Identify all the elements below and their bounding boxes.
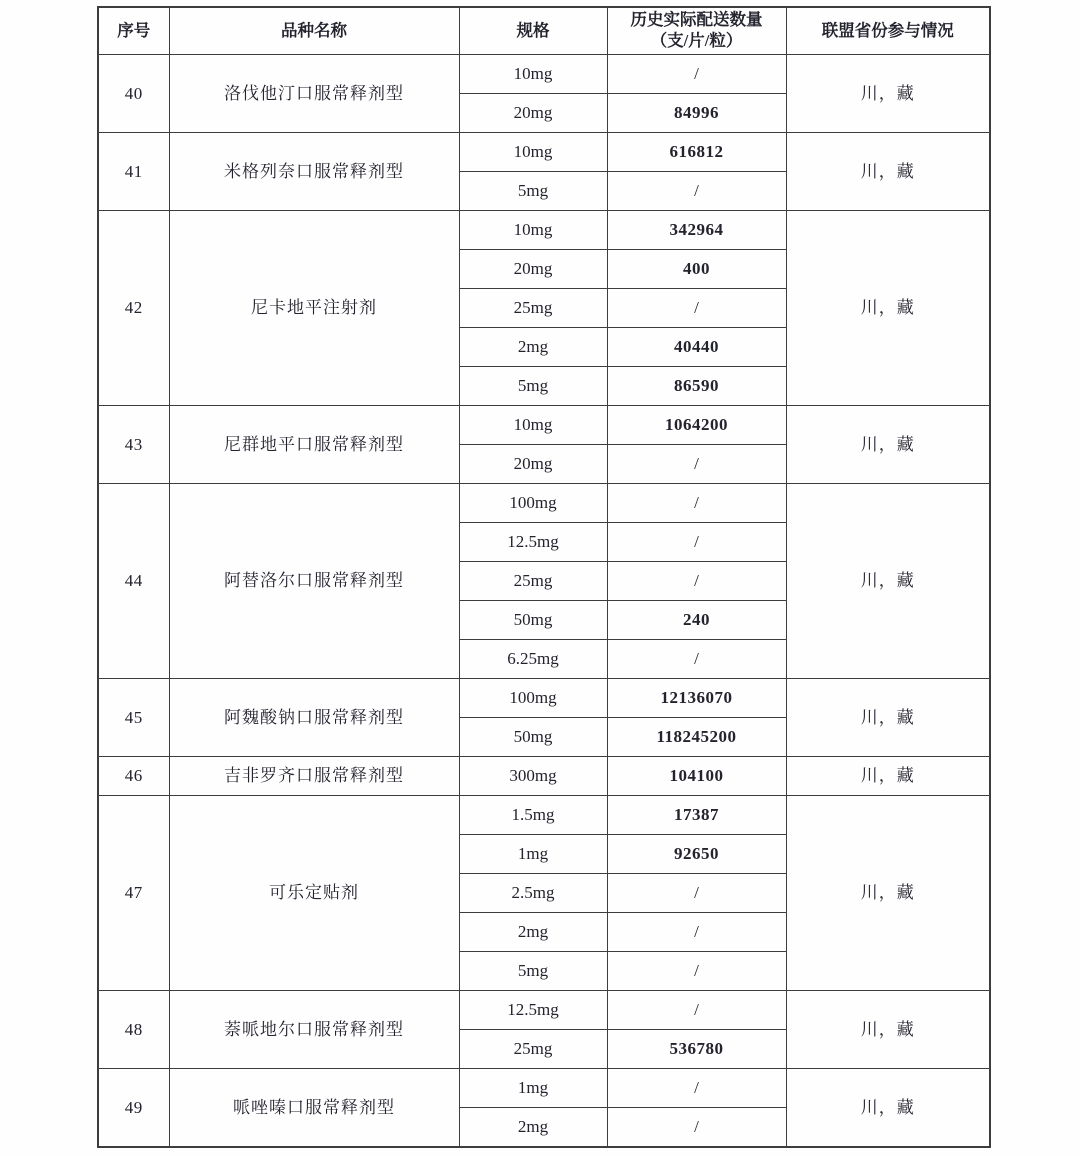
col-header-variety-name: 品种名称: [169, 7, 459, 55]
spec-cell: 6.25mg: [459, 640, 607, 679]
variety-name-cell: 尼群地平口服常释剂型: [169, 406, 459, 484]
quantity-cell: /: [607, 1069, 786, 1108]
quantity-cell: 118245200: [607, 718, 786, 757]
spec-cell: 2.5mg: [459, 874, 607, 913]
spec-cell: 1mg: [459, 1069, 607, 1108]
table-row: [98, 133, 990, 172]
quantity-cell: 92650: [607, 835, 786, 874]
spec-cell: 100mg: [459, 679, 607, 718]
quantity-cell: 17387: [607, 796, 786, 835]
spec-cell: 50mg: [459, 601, 607, 640]
spec-cell: 25mg: [459, 1030, 607, 1069]
quantity-cell: /: [607, 874, 786, 913]
variety-name-cell: 可乐定贴剂: [169, 796, 459, 991]
table-row: [98, 55, 990, 94]
quantity-cell: /: [607, 952, 786, 991]
quantity-cell: 86590: [607, 367, 786, 406]
quantity-cell: /: [607, 484, 786, 523]
variety-name-cell: 哌唑嗪口服常释剂型: [169, 1069, 459, 1148]
spec-cell: 10mg: [459, 55, 607, 94]
quantity-cell: 104100: [607, 757, 786, 796]
drug-delivery-table: [97, 6, 991, 1148]
serial-cell: 47: [98, 796, 169, 991]
spec-cell: 12.5mg: [459, 523, 607, 562]
quantity-cell: /: [607, 172, 786, 211]
quantity-cell: 12136070: [607, 679, 786, 718]
provinces-cell: 川，藏: [786, 757, 990, 796]
col-header-spec: 规格: [459, 7, 607, 55]
variety-name-cell: 萘哌地尔口服常释剂型: [169, 991, 459, 1069]
spec-cell: 1mg: [459, 835, 607, 874]
spec-cell: 20mg: [459, 445, 607, 484]
table-row: [98, 796, 990, 835]
col-header-quantity-line1: 历史实际配送数量: [630, 10, 763, 30]
variety-name-cell: 米格列奈口服常释剂型: [169, 133, 459, 211]
quantity-cell: /: [607, 640, 786, 679]
table-body: [98, 55, 990, 1148]
spec-cell: 5mg: [459, 952, 607, 991]
serial-cell: 45: [98, 679, 169, 757]
col-header-provinces: 联盟省份参与情况: [786, 7, 990, 55]
variety-name-cell: 洛伐他汀口服常释剂型: [169, 55, 459, 133]
table-row: [98, 406, 990, 445]
serial-cell: 40: [98, 55, 169, 133]
quantity-cell: 1064200: [607, 406, 786, 445]
quantity-cell: /: [607, 523, 786, 562]
serial-cell: 48: [98, 991, 169, 1069]
provinces-cell: 川，藏: [786, 796, 990, 991]
quantity-cell: /: [607, 445, 786, 484]
spec-cell: 5mg: [459, 172, 607, 211]
spec-cell: 25mg: [459, 289, 607, 328]
spec-cell: 300mg: [459, 757, 607, 796]
serial-cell: 46: [98, 757, 169, 796]
quantity-cell: 240: [607, 601, 786, 640]
table-row: [98, 1069, 990, 1108]
provinces-cell: 川，藏: [786, 55, 990, 133]
provinces-cell: 川，藏: [786, 1069, 990, 1148]
spec-cell: 50mg: [459, 718, 607, 757]
spec-cell: 2mg: [459, 1108, 607, 1148]
quantity-cell: 536780: [607, 1030, 786, 1069]
quantity-cell: /: [607, 913, 786, 952]
provinces-cell: 川，藏: [786, 211, 990, 406]
quantity-cell: /: [607, 55, 786, 94]
spec-cell: 10mg: [459, 133, 607, 172]
serial-cell: 42: [98, 211, 169, 406]
serial-cell: 41: [98, 133, 169, 211]
header-row: [98, 7, 990, 55]
provinces-cell: 川，藏: [786, 133, 990, 211]
col-header-quantity: [607, 7, 786, 55]
variety-name-cell: 吉非罗齐口服常释剂型: [169, 757, 459, 796]
quantity-cell: /: [607, 1108, 786, 1148]
quantity-cell: /: [607, 991, 786, 1030]
spec-cell: 20mg: [459, 94, 607, 133]
provinces-cell: 川，藏: [786, 991, 990, 1069]
quantity-cell: /: [607, 289, 786, 328]
spec-cell: 20mg: [459, 250, 607, 289]
table-row: [98, 484, 990, 523]
spec-cell: 12.5mg: [459, 991, 607, 1030]
table-row: [98, 679, 990, 718]
variety-name-cell: 阿魏酸钠口服常释剂型: [169, 679, 459, 757]
quantity-cell: 40440: [607, 328, 786, 367]
spec-cell: 10mg: [459, 406, 607, 445]
provinces-cell: 川，藏: [786, 679, 990, 757]
spec-cell: 2mg: [459, 328, 607, 367]
serial-cell: 44: [98, 484, 169, 679]
quantity-cell: 400: [607, 250, 786, 289]
table-row: [98, 991, 990, 1030]
table-row: [98, 757, 990, 796]
quantity-cell: 342964: [607, 211, 786, 250]
variety-name-cell: 阿替洛尔口服常释剂型: [169, 484, 459, 679]
quantity-cell: 84996: [607, 94, 786, 133]
spec-cell: 10mg: [459, 211, 607, 250]
table-header: [98, 7, 990, 55]
spec-cell: 25mg: [459, 562, 607, 601]
variety-name-cell: 尼卡地平注射剂: [169, 211, 459, 406]
table-row: [98, 211, 990, 250]
quantity-cell: /: [607, 562, 786, 601]
serial-cell: 43: [98, 406, 169, 484]
spec-cell: 5mg: [459, 367, 607, 406]
spec-cell: 1.5mg: [459, 796, 607, 835]
serial-cell: 49: [98, 1069, 169, 1148]
provinces-cell: 川，藏: [786, 484, 990, 679]
spec-cell: 100mg: [459, 484, 607, 523]
provinces-cell: 川，藏: [786, 406, 990, 484]
spec-cell: 2mg: [459, 913, 607, 952]
col-header-serial: 序号: [98, 7, 169, 55]
quantity-cell: 616812: [607, 133, 786, 172]
col-header-quantity-line2: （支/片/粒）: [650, 31, 743, 50]
